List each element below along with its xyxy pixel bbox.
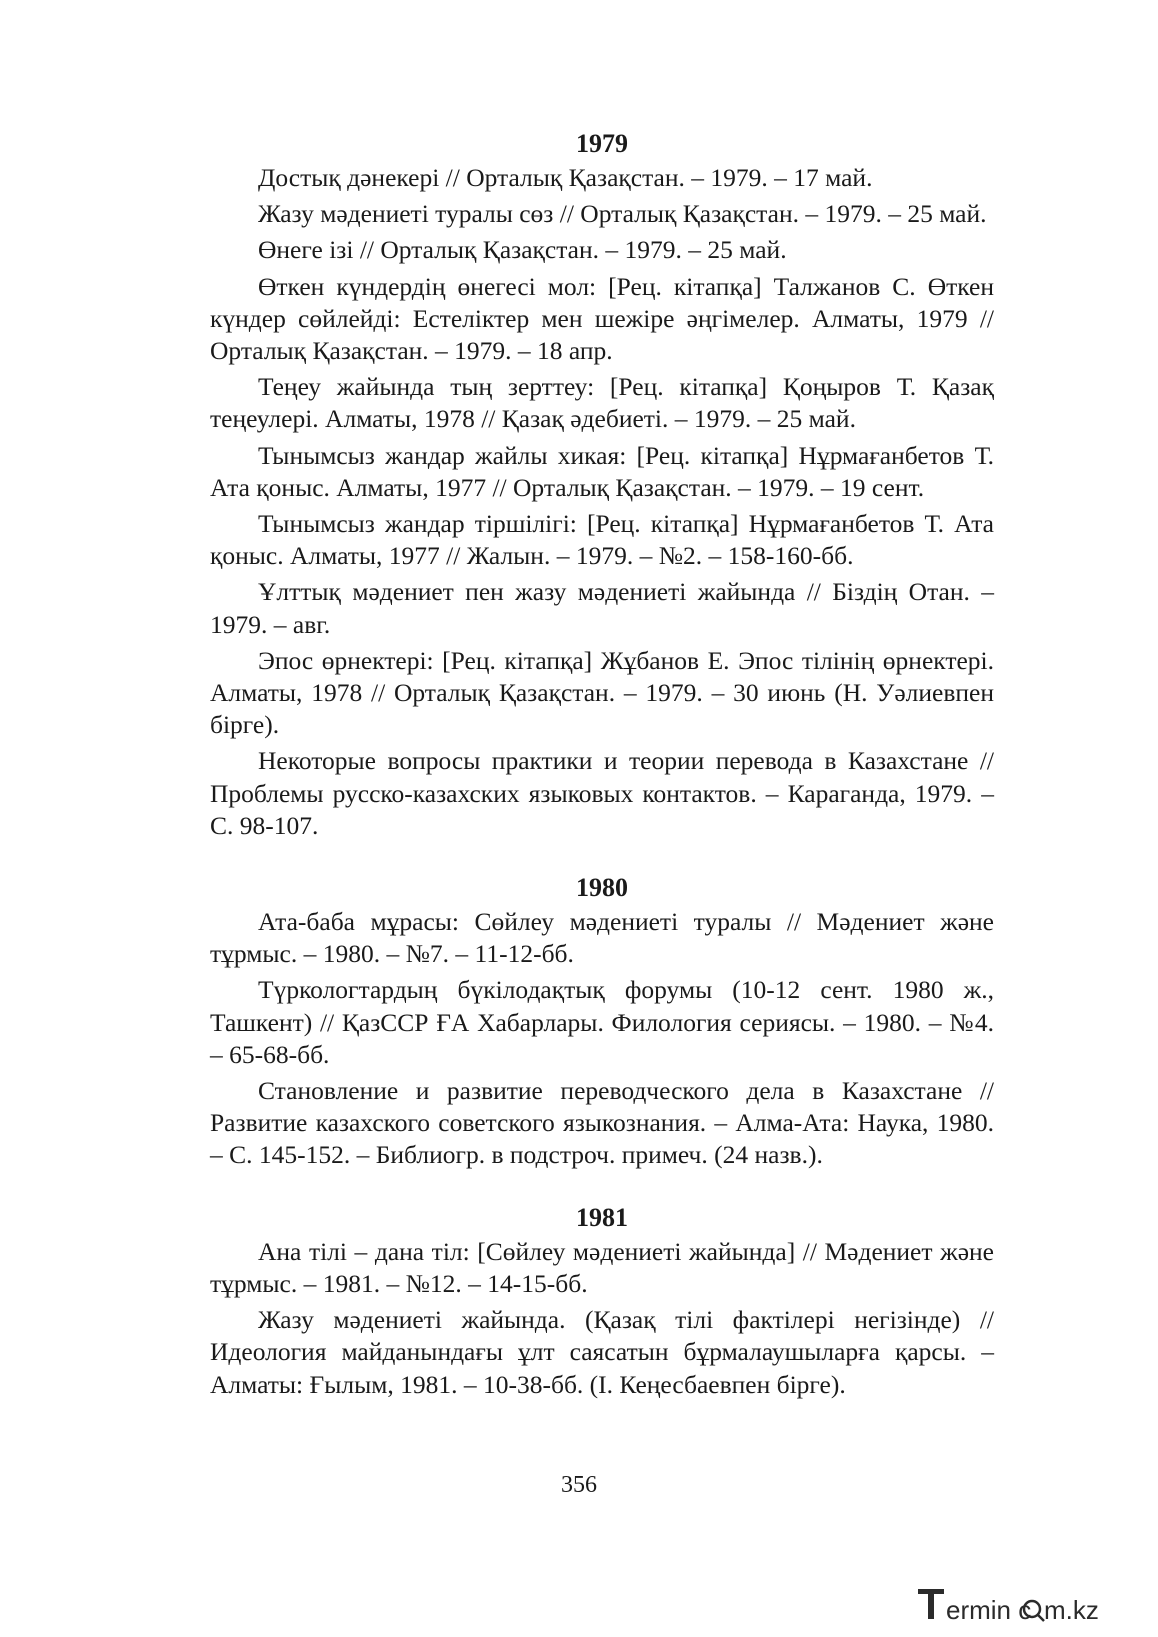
bibliography-entry: Түркологтардың бүкілодақтық форумы (10-12 сент. 1980 ж., Ташкент) // ҚазССР ҒА Хабарлары. Филология сериясы. – 1980. – №4. – 65-68-бб. bbox=[210, 975, 994, 1069]
section-1981 bbox=[210, 1202, 994, 1401]
bibliography-entry: Теңеу жайында тың зерттеу: [Рец. кітапқа] Қоңыров Т. Қазақ теңеулері. Алматы, 1978 // Қазақ әдебиеті. – 1979. – 25 май. bbox=[210, 372, 994, 434]
bibliography-entry: Тынымсыз жандар тіршілігі: [Рец. кітапқа] Нұрмағанбетов Т. Ата қоныс. Алматы, 1977 // Жалын. – 1979. – №2. – 158-160-бб. bbox=[210, 509, 994, 571]
bibliography-entry: Ата-баба мұрасы: Сөйлеу мәдениеті туралы // Мәдениет және тұрмыс. – 1980. – №7. – 11-12-бб. bbox=[210, 907, 994, 969]
svg-text:m.kz: m.kz bbox=[1044, 1595, 1099, 1625]
section-1980 bbox=[210, 872, 994, 1172]
page-body bbox=[210, 128, 994, 1405]
bibliography-entry: Ана тілі – дана тіл: [Сөйлеу мәдениеті жайында] // Мәдениет және тұрмыс. – 1981. – №12. – 14-15-бб. bbox=[210, 1236, 994, 1298]
bibliography-entry: Некоторые вопросы практики и теории перевода в Казахстане // Проблемы русско-казахских языковых контактов. – Караганда, 1979. – С. 98-107. bbox=[210, 746, 994, 840]
bibliography-entry: Тынымсыз жандар жайлы хикая: [Рец. кітапқа] Нұрмағанбетов Т. Ата қоныс. Алматы, 1977 // Орталық Қазақстан. – 1979. – 19 сент. bbox=[210, 440, 994, 502]
year-heading: 1981 bbox=[576, 1202, 628, 1232]
bibliography-entry: Становление и развитие переводческого дела в Казахстане // Развитие казахского советского языкознания. – Алма-Ата: Наука, 1980. – С. 145-152. – Библиогр. в подстроч. примеч. (24 назв.). bbox=[210, 1076, 994, 1170]
bibliography-entry: Ұлттық мәдениет пен жазу мәдениеті жайында // Біздің Отан. – 1979. – авг. bbox=[210, 577, 994, 639]
year-heading: 1980 bbox=[576, 873, 628, 903]
termincom-logo bbox=[916, 1583, 1136, 1627]
section-1979 bbox=[210, 128, 994, 842]
bibliography-entry: Достық дәнекері // Орталық Қазақстан. – 1979. – 17 май. bbox=[258, 163, 873, 192]
bibliography-entry: Эпос өрнектері: [Рец. кітапқа] Жұбанов Е. Эпос тілінің өрнектері. Алматы, 1978 // Орталық Қазақстан. – 1979. – 30 июнь (Н. Уәлиевпен бірге). bbox=[210, 645, 994, 740]
page-number: 356 bbox=[561, 1472, 597, 1498]
bibliography-entry: Жазу мәдениеті жайында. (Қазақ тілі фактілері негізінде) // Идеология майданындағы ұлт саясатын бұрмалаушыларға қарсы. – Алматы: Ғылым, 1981. – 10-38-бб. (І. Кеңесбаевпен бірге). bbox=[210, 1305, 994, 1399]
bibliography-entry: Жазу мәдениеті туралы сөз // Орталық Қазақстан. – 1979. – 25 май. bbox=[258, 199, 987, 229]
year-heading: 1979 bbox=[576, 129, 628, 158]
bibliography-entry: Өнеге ізі // Орталық Қазақстан. – 1979. – 25 май. bbox=[258, 235, 787, 265]
svg-text:ermin c: ermin c bbox=[946, 1595, 1032, 1625]
bibliography-entry: Өткен күндердің өнегесі мол: [Рец. кітапқа] Талжанов С. Өткен күндер сөйлейді: Естеліктер мен шежіре әңгімелер. Алматы, 1979 // Орталық Қазақстан. – 1979. – 18 апр. bbox=[210, 271, 994, 366]
